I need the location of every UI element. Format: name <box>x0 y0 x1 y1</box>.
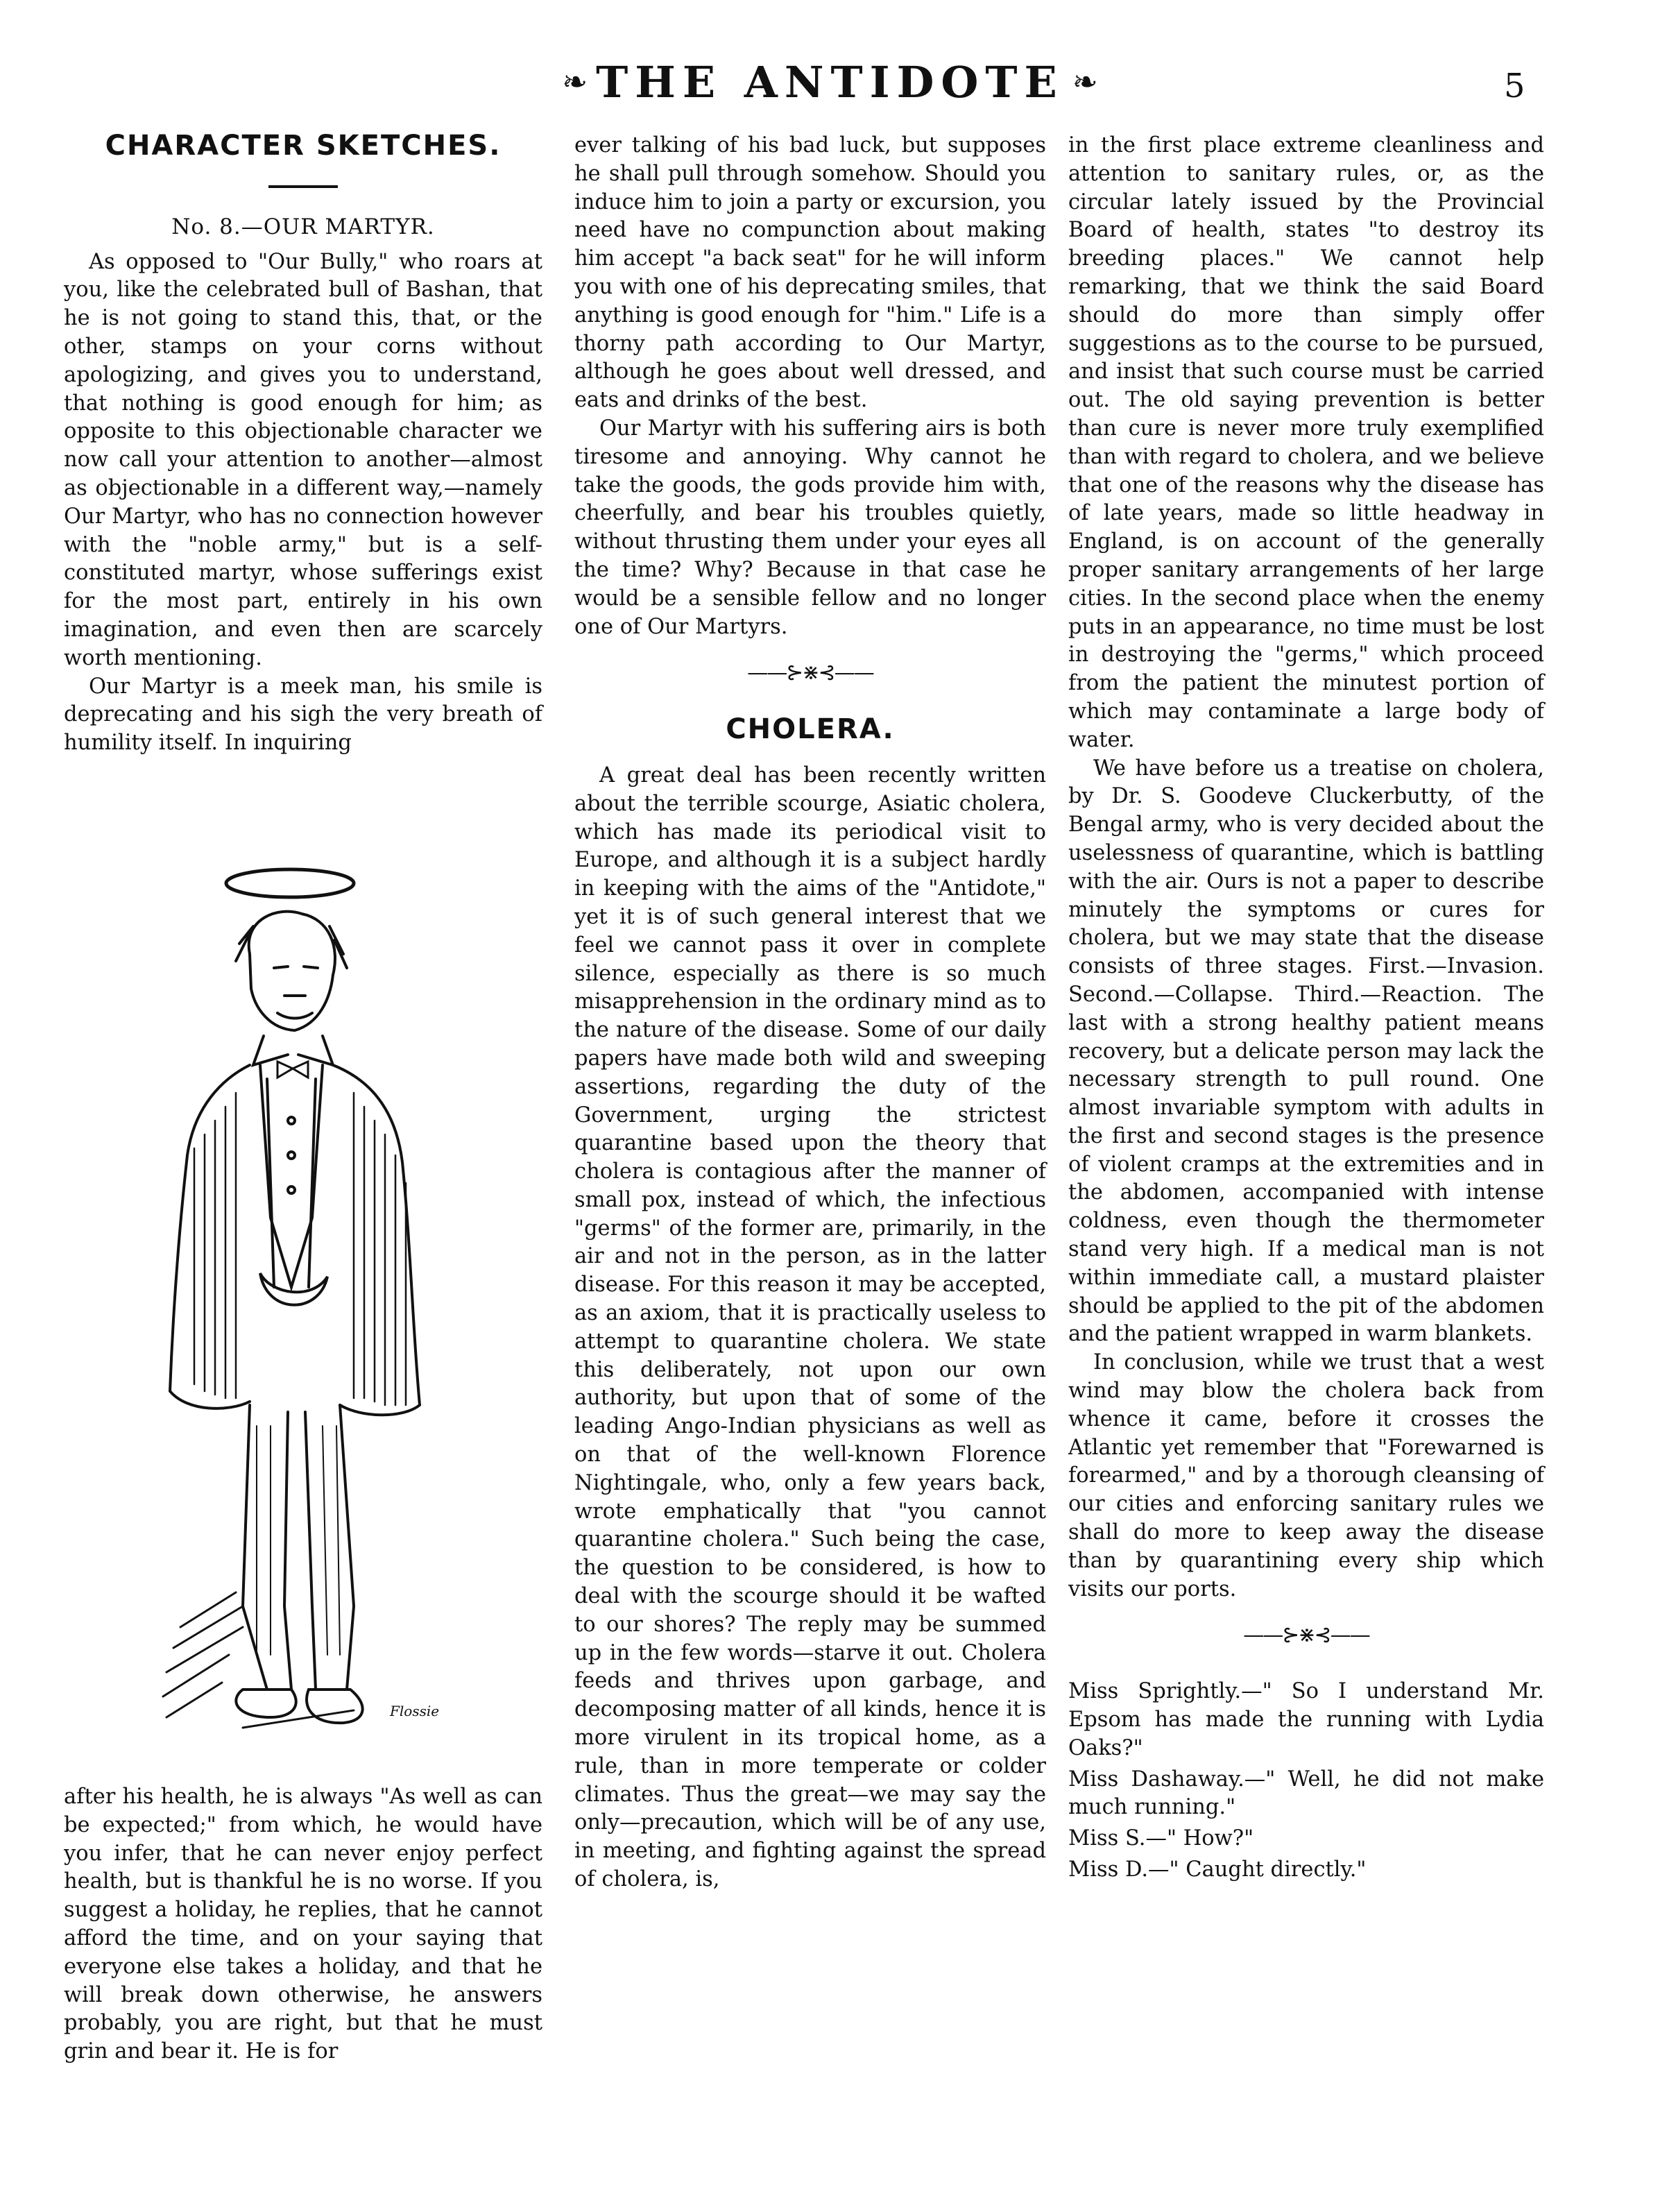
heading-rule <box>268 185 338 188</box>
column-1-continuation <box>64 1783 542 2066</box>
column-3 <box>1068 132 1544 1887</box>
section-divider: ——⊱⋇⊰—— <box>747 661 873 686</box>
article-paragraph: A great deal has been recently written about the terrible scourge, Asiatic cholera, which has made its periodical visit to Europe, and although it is a subject hardly in keeping with the aims of the "Antidote," yet it is of such general interest that we feel we cannot pass it over in complete silence, especially as there is so much misapprehension in the ordinary mind as to the nature of the disease. Some of our daily papers have made both wild and sweeping assertions, regarding the duty of the Government, urging the strictest quarantine based upon the theory that cholera is contagious after the manner of small pox, instead of which, the infectious "germs" of the former are, primarily, in the air and not in the person, as in the latter disease. For this reason it may be accepted, as an axiom, that it is practically useless to attempt to quarantine cholera. We state this deliberately, not upon our own authority, but upon that of some of the leading Ango-Indian physicians as well as on that of the well-known Florence Nightingale, who, only a few years back, wrote emphatically that "you cannot quarantine cholera." Such being the case, the question to be considered, is how to deal with the scourge should it be wafted to our shores? The reply may be summed up in the few words—starve it out. Cholera feeds and thrives upon garbage, and decomposing matter of all kinds, hence it is more virulent in its tropical home, as a rule, than in more temperate or colder climates. Thus the great—we may say the only—precaution, which will be of any use, in meeting, and fighting against the spread of cholera, is, <box>574 763 1047 1892</box>
masthead-title: THE ANTIDOTE <box>596 56 1064 108</box>
article-paragraph: ever talking of his bad luck, but supposes he shall pull through somehow. Should you induce him to join a party or excursion, you need have no compunction about making him accept "a back seat" for he will inform you with one of his deprecating smiles, that anything is good enough for "him." Life is a thorny path according to Our Martyr, although he goes about well dressed, and eats and drinks of the best. <box>574 133 1046 413</box>
article-paragraph: In conclusion, while we trust that a west wind may blow the cholera back from whence it came, before it crosses the Atlantic yet remember that "Forewarned is forearmed," and by a thorough cleansing of our cities and enforcing sanitary rules we shall do more to keep away the disease than by quarantining every ship which visits our ports. <box>1068 1350 1544 1601</box>
illustration-signature: Flossie <box>390 1703 440 1719</box>
section-heading-cholera: CHOLERA. <box>726 713 895 746</box>
column-2 <box>574 132 1046 1894</box>
section-divider: ——⊱⋇⊰—— <box>1243 1623 1369 1648</box>
article-paragraph: Our Martyr with his suffering airs is both tiresome and annoying. Why cannot he take the goods, the gods provide him with, cheerfully, and bear his troubles quietly, without thrusting them under your eyes all the time? Why? Because in that case he would be a sensible fellow and no longer one of Our Martyrs. <box>574 416 1046 639</box>
section-heading-character-sketches: CHARACTER SKETCHES. <box>105 130 502 162</box>
article-paragraph: As opposed to "Our Bully," who roars at you, like the celebrated bull of Bashan, that he is not going to stand this, that, or the other, stamps on your corns without apologizing, and gives you to understand, that nothing is good enough for him; as opposite to this objectionable character we now call your attention to another—almost as objectionable in a different way,—namely Our Martyr, who has no connection however with the "noble army," but is a self-constituted martyr, whose sufferings exist for the most part, entirely in his own imagination, and even then are scarcely worth mentioning. <box>64 249 542 670</box>
article-paragraph: in the first place extreme cleanliness and attention to sanitary rules, or, as the circular lately issued by the Provincial Board of health, states "to destroy its breeding places." We cannot help remarking, that we think the said Board should do more than simply offer suggestions as to the course to be pursued, and insist that such course must be carried out. The old saying prevention is better than cure is never more truly exemplified than with regard to cholera, and we believe that one of the reasons why the disease has of late years, made so little headway in England, is on account of the generally proper sanitary arrangements of her large cities. In the second place when the enemy puts in an appearance, no time must be lost in destroying the "germs," which proceed from the patient the minutest portion of which may contaminate a large body of water. <box>1068 133 1544 752</box>
dialogue-line: Miss S.—" How?" <box>1068 1826 1254 1851</box>
column-1 <box>64 132 542 758</box>
masthead <box>0 54 1660 110</box>
article-subheading: No. 8.—OUR MARTYR. <box>171 214 435 239</box>
article-paragraph: Our Martyr is a meek man, his smile is deprecating and his sigh the very breath of humility itself. In inquiring <box>64 674 542 756</box>
dialogue-line: Miss Dashaway.—" Well, he did not make much running." <box>1068 1767 1544 1820</box>
martyr-illustration <box>146 857 472 1762</box>
dialogue-line: Miss D.—" Caught directly." <box>1068 1857 1367 1882</box>
article-paragraph: We have before us a treatise on cholera, by Dr. S. Goodeve Cluckerbutty, of the Bengal army, who is very decided about the uselessness of quarantine, which is battling with the air. Ours is not a paper to describe minutely the symptoms or cures for cholera, but we may state that the disease consists of three stages. First.—Invasion. Second.—Collapse. Third.—Reaction. The last with a strong healthy patient means recovery, but a delicate person may lack the necessary strength to pull round. One almost invariable symptom with adults in the first and second stages is the presence of violent cramps at the extremities and in the abdomen, accompanied with intense coldness, even though the thermometer stand very high. If a medical man is not within immediate call, a mustard plaister should be applied to the pit of the abdomen and the patient wrapped in warm blankets. <box>1068 756 1544 1347</box>
masthead-ornament-left: ❧ <box>562 64 588 100</box>
page-number: 5 <box>1504 67 1525 105</box>
dialogue-line: Miss Sprightly.—" So I understand Mr. Epsom has made the running with Lydia Oaks?" <box>1068 1679 1544 1760</box>
dialogue-joke <box>1068 1678 1544 1885</box>
article-paragraph: after his health, he is always "As well as can be expected;" from which, he would have you infer, that he can never enjoy perfect health, but is thankful he is no worse. If you suggest a holiday, he replies, that he cannot afford the time, and on your saying that everyone else takes a holiday, and that he will break down otherwise, he answers probably, you are right, but that he must grin and bear it. He is for <box>64 1785 542 2064</box>
masthead-ornament-right: ❧ <box>1072 64 1098 100</box>
